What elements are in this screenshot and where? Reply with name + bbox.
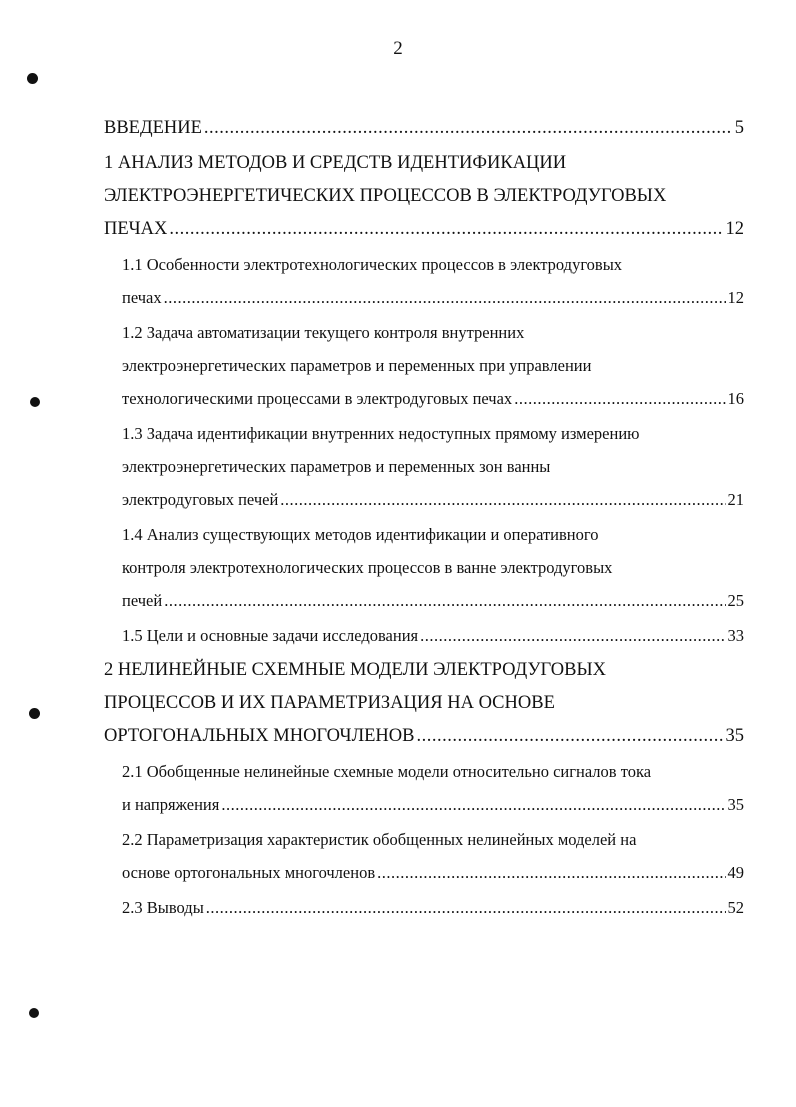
dot-leader xyxy=(514,382,725,415)
toc-entry-last-line xyxy=(122,483,744,516)
dot-leader xyxy=(164,584,725,617)
toc-entry-page-number: 5 xyxy=(734,118,744,138)
toc-entry-section xyxy=(104,619,744,652)
toc-entry-page-number: 49 xyxy=(727,863,744,882)
toc-entry-last-line xyxy=(122,788,744,821)
toc-entry-title-line: 1.5 Цели и основные задачи исследования xyxy=(122,626,419,645)
toc-entry-page-number: 12 xyxy=(725,219,744,239)
dot-leader xyxy=(420,619,725,652)
binder-hole-mark xyxy=(30,397,40,407)
dot-leader xyxy=(164,281,726,314)
toc-entry-section xyxy=(104,316,744,415)
toc-entry-page-number: 12 xyxy=(727,288,744,307)
toc-entry-title-line: 2.1 Обобщенные нелинейные схемные модели относительно сигналов тока xyxy=(122,762,652,781)
toc-entry-title-line: 1.1 Особенности электротехнологических процессов в электродуговых xyxy=(122,255,623,274)
toc-entry-title-line: ВВЕДЕНИЕ xyxy=(104,118,202,138)
toc-entry-title-line: 2.3 Выводы xyxy=(122,898,204,917)
toc-entry-last-line xyxy=(104,112,744,145)
toc-entry-page-number: 52 xyxy=(727,898,744,917)
toc-entry-section xyxy=(104,755,744,821)
dot-leader xyxy=(169,213,723,246)
toc-entry-chapter xyxy=(104,147,744,246)
binder-hole-mark xyxy=(29,708,40,719)
toc-entry-section xyxy=(104,417,744,516)
toc-entry-title-line: 2 НЕЛИНЕЙНЫЕ СХЕМНЫЕ МОДЕЛИ ЭЛЕКТРОДУГОВЫХ xyxy=(104,660,606,680)
toc-entry-title-line: технологическими процессами в электродуговых печах xyxy=(122,389,513,408)
toc-entry-chapter xyxy=(104,112,744,145)
toc-entry-last-line xyxy=(122,584,744,617)
toc-entry-title-line: основе ортогональных многочленов xyxy=(122,863,376,882)
dot-leader xyxy=(204,112,733,145)
toc-entry-page-number: 35 xyxy=(725,726,744,746)
toc-entry-section xyxy=(104,891,744,924)
toc-entry-last-line xyxy=(122,856,744,889)
toc-entry-page-number: 35 xyxy=(727,795,744,814)
toc-entry-chapter xyxy=(104,654,744,753)
toc-entry-title-line: ПЕЧАХ xyxy=(104,219,168,239)
toc-entry-last-line xyxy=(122,619,744,652)
page-number: 2 xyxy=(393,38,403,59)
toc-entry-title-line: печей xyxy=(122,591,163,610)
toc-entry-title-line: ОРТОГОНАЛЬНЫХ МНОГОЧЛЕНОВ xyxy=(104,726,415,746)
dot-leader xyxy=(221,788,725,821)
toc-entry-page-number: 16 xyxy=(727,389,744,408)
binder-hole-mark xyxy=(27,73,38,84)
toc-entry-title-line: ЭЛЕКТРОЭНЕРГЕТИЧЕСКИХ ПРОЦЕССОВ В ЭЛЕКТРОДУГОВЫХ xyxy=(104,186,667,206)
table-of-contents xyxy=(104,112,744,926)
toc-entry-title-line: электроэнергетических параметров и переменных при управлении xyxy=(122,356,592,375)
toc-entry-page-number: 33 xyxy=(727,626,744,645)
toc-entry-title-line: 1 АНАЛИЗ МЕТОДОВ И СРЕДСТВ ИДЕНТИФИКАЦИИ xyxy=(104,153,567,173)
toc-entry-title-line: 1.3 Задача идентификации внутренних недоступных прямому измерению xyxy=(122,424,640,443)
toc-entry-title-line: 1.4 Анализ существующих методов идентификации и оперативного xyxy=(122,525,599,544)
toc-entry-title-line: контроля электротехнологических процессов в ванне электродуговых xyxy=(122,558,613,577)
dot-leader xyxy=(206,891,726,924)
dot-leader xyxy=(417,720,724,753)
toc-entry-title-line: печах xyxy=(122,288,162,307)
toc-entry-section xyxy=(104,823,744,889)
toc-entry-title-line: ПРОЦЕССОВ И ИХ ПАРАМЕТРИЗАЦИЯ НА ОСНОВЕ xyxy=(104,693,555,713)
toc-entry-last-line xyxy=(104,720,744,753)
toc-entry-page-number: 21 xyxy=(727,490,744,509)
toc-entry-title-line: электроэнергетических параметров и переменных зон ванны xyxy=(122,457,551,476)
dot-leader xyxy=(377,856,725,889)
toc-entry-title-line: 2.2 Параметризация характеристик обобщенных нелинейных моделей на xyxy=(122,830,637,849)
toc-entry-page-number: 25 xyxy=(727,591,744,610)
binder-hole-mark xyxy=(29,1008,39,1018)
toc-entry-title-line: электродуговых печей xyxy=(122,490,279,509)
dot-leader xyxy=(280,483,725,516)
toc-entry-last-line xyxy=(122,891,744,924)
toc-entry-section xyxy=(104,248,744,314)
toc-entry-last-line xyxy=(122,281,744,314)
toc-entry-title-line: и напряжения xyxy=(122,795,220,814)
toc-entry-section xyxy=(104,518,744,617)
toc-entry-title-line: 1.2 Задача автоматизации текущего контроля внутренних xyxy=(122,323,525,342)
toc-entry-last-line xyxy=(104,213,744,246)
toc-entry-last-line xyxy=(122,382,744,415)
